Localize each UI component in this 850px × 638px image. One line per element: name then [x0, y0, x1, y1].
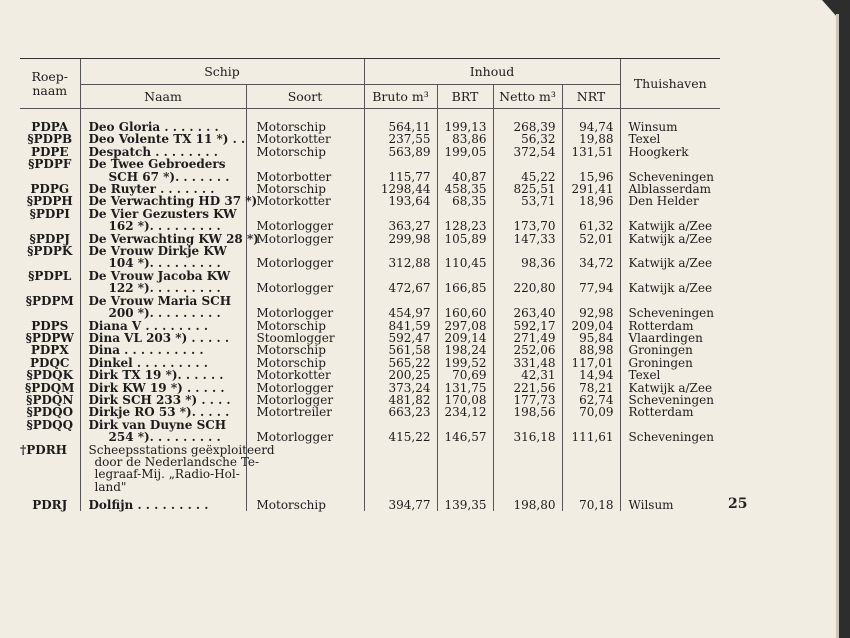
call-sign: §PDPK [27, 244, 73, 259]
call-sign: §PDPI [29, 206, 70, 221]
net-volume: 268,39 [493, 121, 562, 133]
ship-name: De Ruyter . . . . . . . [80, 183, 246, 195]
net-volume: 56,32 [493, 133, 562, 145]
grt-value: 160,60 [437, 307, 493, 319]
ship-name-line: 104 *). . . . . . . . . [80, 257, 246, 269]
ship-name-line: 122 *). . . . . . . . . [80, 282, 246, 294]
ship-name-line: SCH 67 *). . . . . . . [80, 171, 246, 183]
gross-volume: 565,22 [364, 357, 437, 369]
gross-volume: 472,67 [364, 282, 437, 294]
nrt-value: 111,61 [562, 431, 620, 443]
nrt-value: 77,94 [562, 282, 620, 294]
net-volume: 98,36 [493, 257, 562, 269]
grt-value: 146,57 [437, 431, 493, 443]
ship-type: Motorlogger [246, 394, 364, 406]
header-net: Netto m³ [493, 85, 562, 109]
gross-volume: 299,98 [364, 233, 437, 245]
ship-type: Motorlogger [246, 282, 364, 294]
ship-type: Motorlogger [246, 382, 364, 394]
home-port: Wilsum [620, 493, 720, 511]
ship-name: Dirk TX 19 *). . . . . . [80, 369, 246, 381]
ship-name-line: Dirk van Duyne SCH [80, 419, 246, 431]
gross-volume: 237,55 [364, 133, 437, 145]
table-row [20, 369, 720, 381]
home-port: Scheveningen [620, 307, 720, 319]
home-port: Den Helder [620, 195, 720, 207]
call-sign: †PDRH [20, 442, 68, 457]
home-port: Katwijk a/Zee [620, 233, 720, 245]
home-port: Rotterdam [620, 406, 720, 418]
header-type: Soort [246, 85, 364, 109]
ship-name: Diana V . . . . . . . . [80, 320, 246, 332]
nrt-value: 209,04 [562, 320, 620, 332]
grt-value: 139,35 [437, 493, 493, 511]
call-sign: §PDPL [28, 268, 72, 283]
station-note-line: legraaf-Mij. „Radio-Hol- [80, 468, 246, 480]
grt-value: 131,75 [437, 382, 493, 394]
ship-name: Dirk SCH 233 *) . . . . [80, 394, 246, 406]
grt-value: 105,89 [437, 233, 493, 245]
net-volume: 177,73 [493, 394, 562, 406]
header-ship: Schip [80, 59, 364, 85]
table-row [20, 158, 720, 170]
call-sign: PDPG [30, 182, 70, 197]
nrt-value: 291,41 [562, 183, 620, 195]
ship-name: Dolfijn . . . . . . . . . [80, 493, 246, 511]
home-port: Alblasserdam [620, 183, 720, 195]
net-volume: 53,71 [493, 195, 562, 207]
home-port: Scheveningen [620, 394, 720, 406]
ship-name-line: 254 *). . . . . . . . . [80, 431, 246, 443]
net-volume: 173,70 [493, 220, 562, 232]
ship-type: Motorschip [246, 146, 364, 158]
ship-name-line: De Vrouw Jacoba KW [80, 270, 246, 282]
net-volume: 331,48 [493, 357, 562, 369]
gross-volume: 592,47 [364, 332, 437, 344]
page-number: 25 [728, 496, 748, 512]
ship-name: Dirkje RO 53 *). . . . . [80, 406, 246, 418]
call-sign: §PDQQ [26, 417, 74, 432]
net-volume: 263,40 [493, 307, 562, 319]
ship-name: Deo Volente TX 11 *) . . [80, 133, 246, 145]
gross-volume: 481,82 [364, 394, 437, 406]
ship-type: Motorlogger [246, 431, 364, 443]
home-port: Katwijk a/Zee [620, 257, 720, 269]
table-row [20, 481, 720, 493]
call-sign: §PDPF [28, 157, 72, 172]
page-edge [836, 14, 839, 638]
table-row [20, 195, 720, 207]
gross-volume: 564,11 [364, 121, 437, 133]
nrt-value: 14,94 [562, 369, 620, 381]
header-home-port: Thuishaven [620, 59, 720, 109]
call-sign: §PDQN [26, 392, 74, 407]
net-volume: 45,22 [493, 171, 562, 183]
grt-value: 70,69 [437, 369, 493, 381]
ship-type: Motorkotter [246, 369, 364, 381]
ship-name: Dina VL 203 *) . . . . . [80, 332, 246, 344]
gross-volume: 454,97 [364, 307, 437, 319]
ship-type: Motorschip [246, 357, 364, 369]
home-port: Katwijk a/Zee [620, 382, 720, 394]
net-volume: 372,54 [493, 146, 562, 158]
call-sign: §PDPW [25, 330, 74, 345]
header-grt: BRT [437, 85, 493, 109]
grt-value: 166,85 [437, 282, 493, 294]
ship-name: Dirk KW 19 *) . . . . . [80, 382, 246, 394]
gross-volume: 115,77 [364, 171, 437, 183]
net-volume: 271,49 [493, 332, 562, 344]
grt-value: 199,13 [437, 121, 493, 133]
home-port: Scheveningen [620, 431, 720, 443]
table-row [20, 307, 720, 319]
header-call-sign: Roep- naam [20, 59, 80, 109]
net-volume: 220,80 [493, 282, 562, 294]
ship-name-line: 200 *). . . . . . . . . [80, 307, 246, 319]
ship-type: Stoomlogger [246, 332, 364, 344]
ship-name-line: De Vier Gezusters KW [80, 208, 246, 220]
call-sign: §PDQK [26, 368, 74, 383]
net-volume: 825,51 [493, 183, 562, 195]
net-volume: 198,80 [493, 493, 562, 511]
nrt-value: 61,32 [562, 220, 620, 232]
grt-value: 40,87 [437, 171, 493, 183]
header-name: Naam [80, 85, 246, 109]
net-volume: 221,56 [493, 382, 562, 394]
gross-volume: 1298,44 [364, 183, 437, 195]
nrt-value: 70,09 [562, 406, 620, 418]
grt-value: 209,14 [437, 332, 493, 344]
ship-type: Motorbotter [246, 171, 364, 183]
grt-value: 234,12 [437, 406, 493, 418]
grt-value: 128,23 [437, 220, 493, 232]
call-sign: §PDPJ [29, 231, 70, 246]
ship-name-line: De Vrouw Dirkje KW [80, 245, 246, 257]
net-volume: 198,56 [493, 406, 562, 418]
table-row [20, 133, 720, 145]
call-sign: PDPA [31, 120, 69, 134]
ship-name-line: 162 *). . . . . . . . . [80, 220, 246, 232]
gross-volume: 563,89 [364, 146, 437, 158]
station-note-line: door de Nederlandsche Te- [80, 456, 246, 468]
ship-type: Motorschip [246, 183, 364, 195]
nrt-value: 78,21 [562, 382, 620, 394]
grt-value: 68,35 [437, 195, 493, 207]
ship-type: Motorschip [246, 493, 364, 511]
ship-type: Motorschip [246, 344, 364, 356]
grt-value: 199,05 [437, 146, 493, 158]
table-row [20, 493, 720, 511]
call-sign: PDQC [30, 355, 70, 370]
table-row [20, 406, 720, 418]
home-port: Katwijk a/Zee [620, 282, 720, 294]
ship-type: Motorkotter [246, 195, 364, 207]
nrt-value: 131,51 [562, 146, 620, 158]
net-volume: 592,17 [493, 320, 562, 332]
nrt-value: 70,18 [562, 493, 620, 511]
table-body [20, 109, 720, 512]
ship-type: Motorlogger [246, 233, 364, 245]
gross-volume: 394,77 [364, 493, 437, 511]
call-sign: PDPS [31, 318, 69, 333]
ship-type: Motorlogger [246, 307, 364, 319]
ship-name: De Verwachting HD 37 *) [80, 195, 246, 207]
header-gross: Bruto m³ [364, 85, 437, 109]
ship-name: De Verwachting KW 28 *) [80, 233, 246, 245]
gross-volume: 363,27 [364, 220, 437, 232]
call-sign: §PDPB [27, 132, 73, 147]
nrt-value: 94,74 [562, 121, 620, 133]
gross-volume: 415,22 [364, 431, 437, 443]
nrt-value: 88,98 [562, 344, 620, 356]
table-row [20, 257, 720, 269]
net-volume: 147,33 [493, 233, 562, 245]
call-sign: PDPX [30, 343, 69, 358]
nrt-value: 19,88 [562, 133, 620, 145]
gross-volume: 561,58 [364, 344, 437, 356]
ship-name-line: De Vrouw Maria SCH [80, 295, 246, 307]
grt-value: 199,52 [437, 357, 493, 369]
table-row [20, 344, 720, 356]
call-sign: §PDQO [26, 405, 74, 420]
grt-value: 198,24 [437, 344, 493, 356]
ship-type: Motorlogger [246, 220, 364, 232]
ship-name: Deo Gloria . . . . . . . [80, 121, 246, 133]
ship-type: Motorschip [246, 121, 364, 133]
grt-value: 110,45 [437, 257, 493, 269]
nrt-value: 95,84 [562, 332, 620, 344]
nrt-value: 117,01 [562, 357, 620, 369]
station-note-line: Scheepsstations geëxploiteerd [80, 444, 246, 456]
call-sign: PDRJ [32, 497, 68, 512]
ship-name: Despatch . . . . . . . . [80, 146, 246, 158]
gross-volume: 373,24 [364, 382, 437, 394]
table-row [20, 220, 720, 232]
gross-volume: 193,64 [364, 195, 437, 207]
table-row [20, 431, 720, 443]
grt-value: 170,08 [437, 394, 493, 406]
call-sign: PDPE [30, 144, 69, 159]
ship-type: Motorlogger [246, 257, 364, 269]
nrt-value: 92,98 [562, 307, 620, 319]
home-port: Hoogkerk [620, 146, 720, 158]
home-port: Scheveningen [620, 171, 720, 183]
home-port: Katwijk a/Zee [620, 220, 720, 232]
home-port: Texel [620, 369, 720, 381]
grt-value: 83,86 [437, 133, 493, 145]
home-port: Rotterdam [620, 320, 720, 332]
header-nrt: NRT [562, 85, 620, 109]
nrt-value: 34,72 [562, 257, 620, 269]
gross-volume: 200,25 [364, 369, 437, 381]
home-port: Winsum [620, 121, 720, 133]
ship-type: Motorkotter [246, 133, 364, 145]
gross-volume: 663,23 [364, 406, 437, 418]
net-volume: 316,18 [493, 431, 562, 443]
home-port: Groningen [620, 357, 720, 369]
home-port: Texel [620, 133, 720, 145]
home-port: Groningen [620, 344, 720, 356]
net-volume: 42,31 [493, 369, 562, 381]
nrt-value: 52,01 [562, 233, 620, 245]
grt-value: 297,08 [437, 320, 493, 332]
call-sign: §PDPH [26, 194, 73, 209]
gross-volume: 312,88 [364, 257, 437, 269]
home-port: Vlaardingen [620, 332, 720, 344]
nrt-value: 18,96 [562, 195, 620, 207]
call-sign: §PDQM [25, 380, 75, 395]
ship-type: Motortreiler [246, 406, 364, 418]
ship-name: Dina . . . . . . . . . . [80, 344, 246, 356]
header-content: Inhoud [364, 59, 620, 85]
ship-name: Dinkel . . . . . . . . . [80, 357, 246, 369]
call-sign: §PDPM [25, 293, 74, 308]
nrt-value: 15,96 [562, 171, 620, 183]
net-volume: 252,06 [493, 344, 562, 356]
station-note-line: land" [80, 481, 246, 493]
table-row [20, 468, 720, 480]
gross-volume: 841,59 [364, 320, 437, 332]
ship-type: Motorschip [246, 320, 364, 332]
table-row [20, 282, 720, 294]
ship-name-line: De Twee Gebroeders [80, 158, 246, 170]
nrt-value: 62,74 [562, 394, 620, 406]
ship-register-table [20, 58, 720, 511]
grt-value: 458,35 [437, 183, 493, 195]
